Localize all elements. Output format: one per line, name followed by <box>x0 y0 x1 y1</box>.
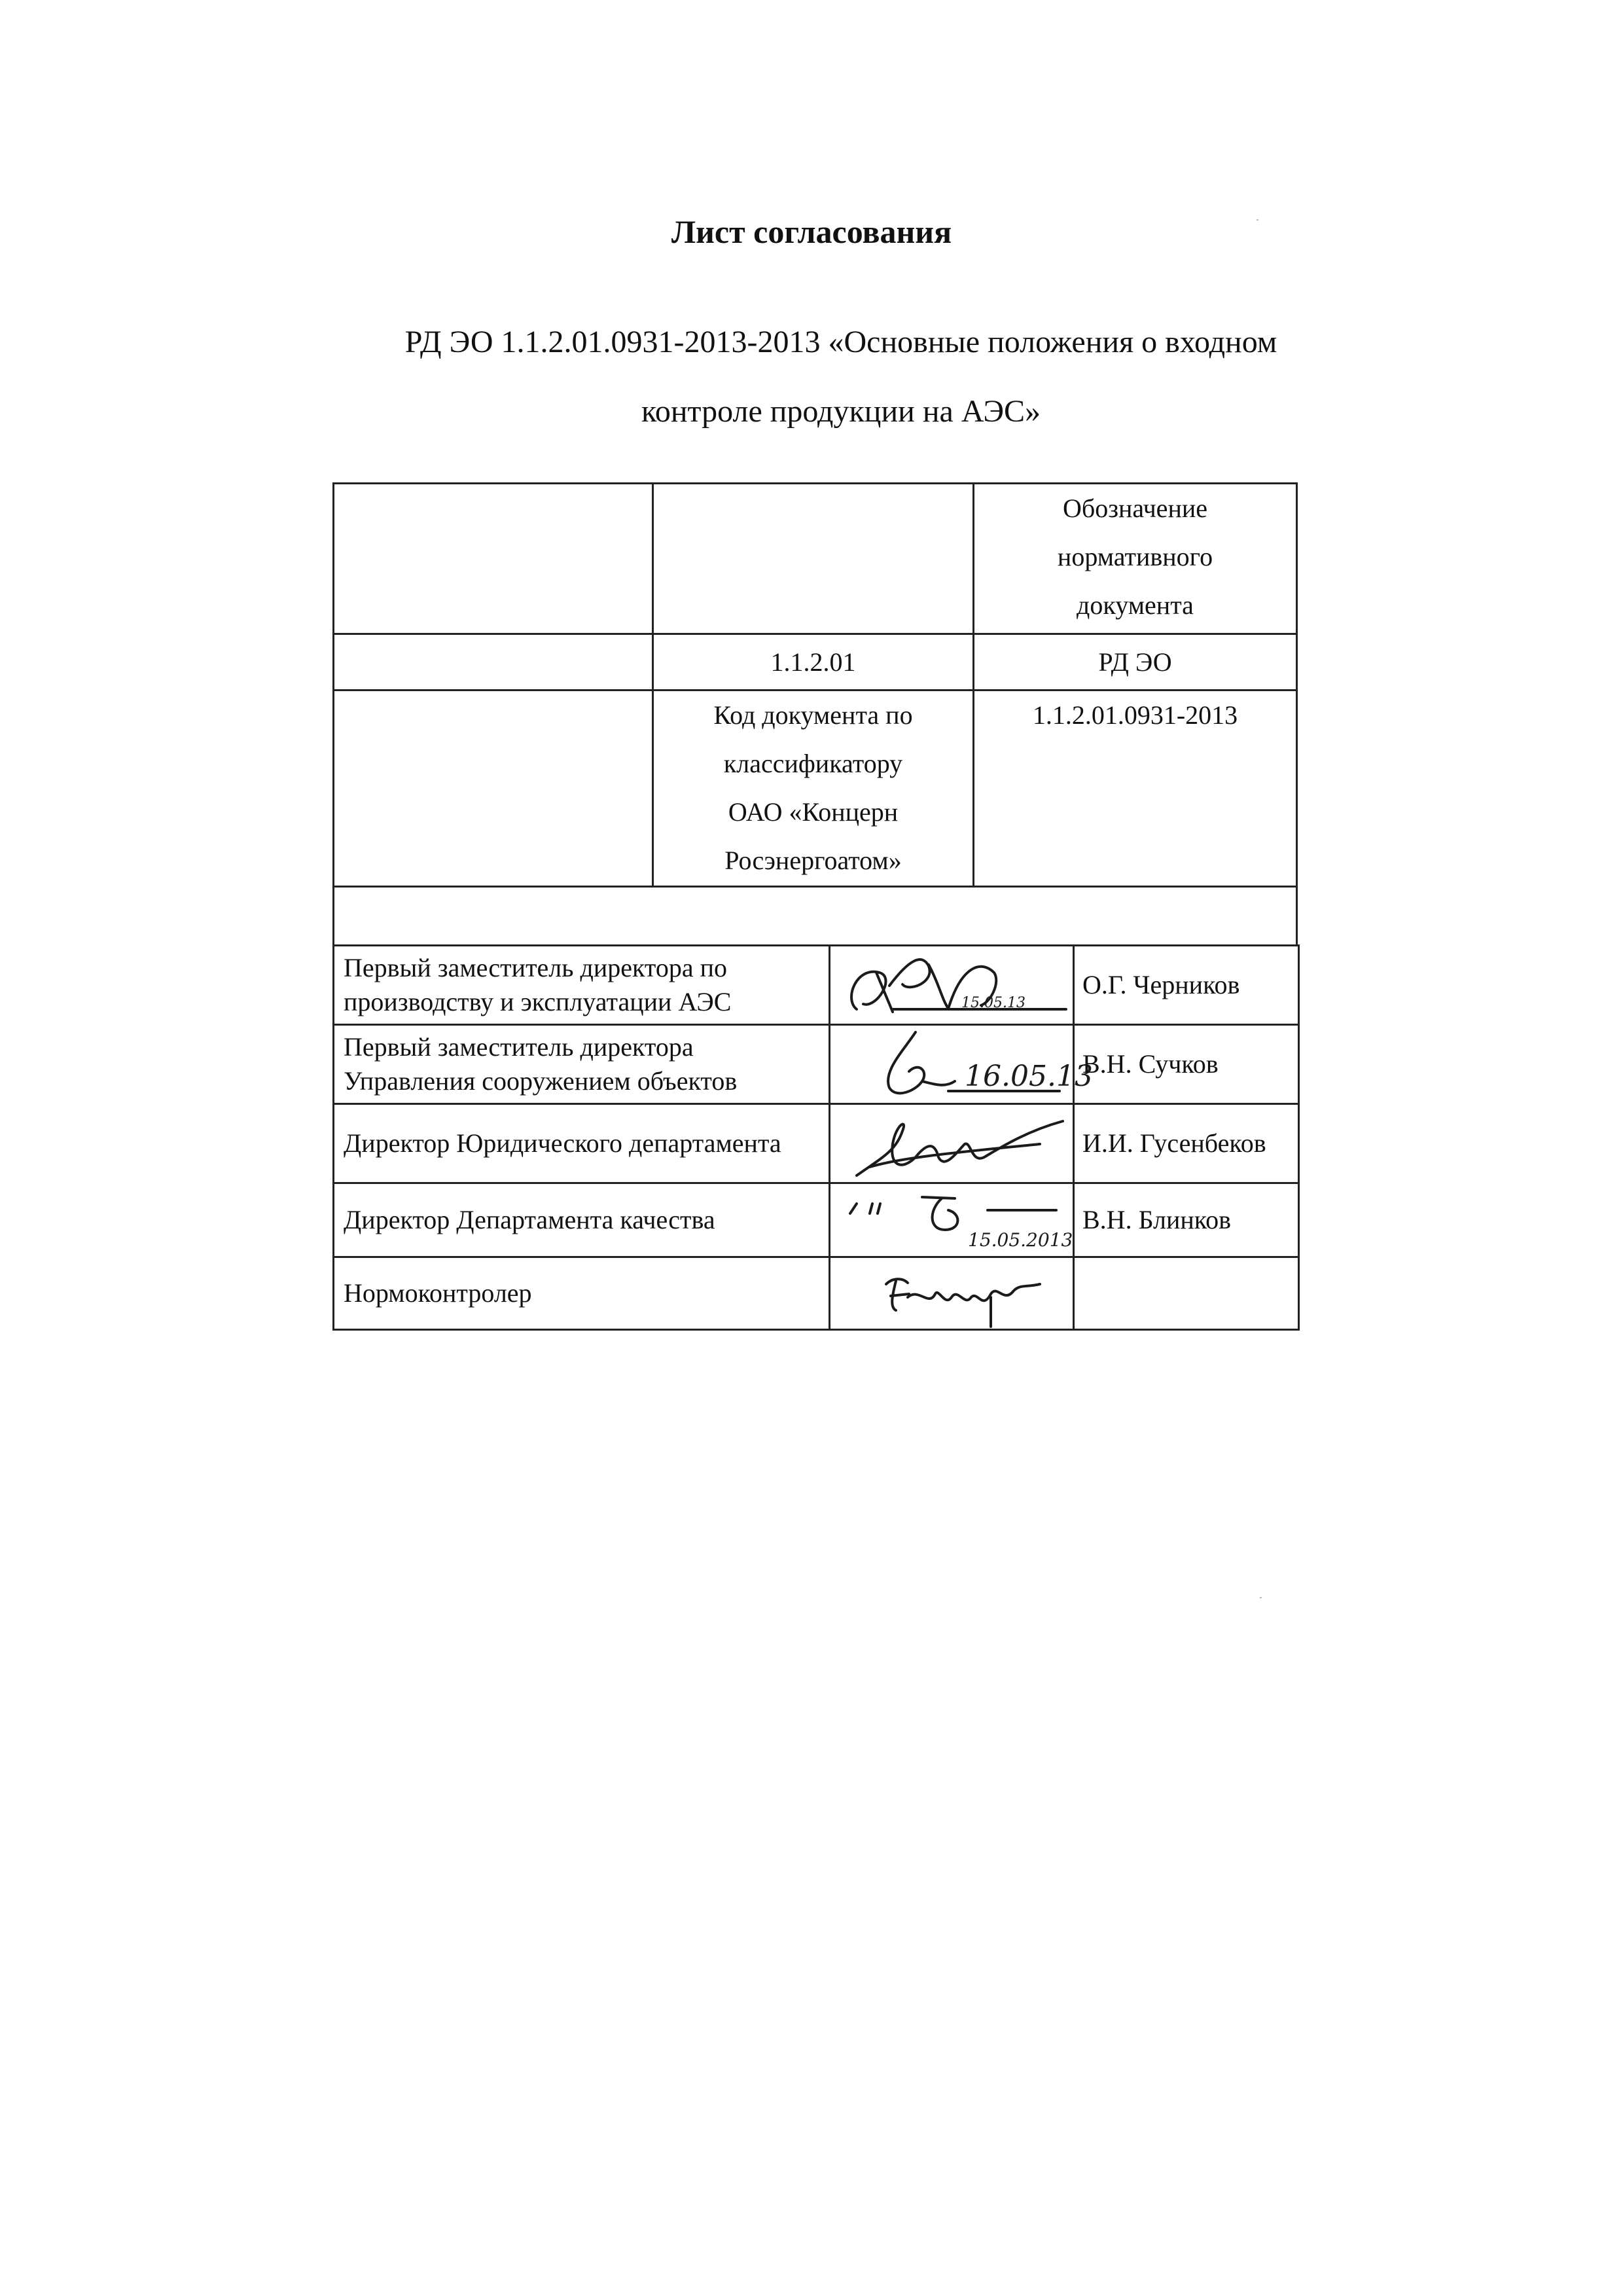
classifier-code-cell: 1.1.2.01 <box>653 634 974 691</box>
empty-cell <box>334 484 653 634</box>
handwritten-signature <box>830 1105 1073 1182</box>
empty-cell <box>334 691 653 887</box>
position-cell <box>334 1104 830 1183</box>
handwritten-signature <box>830 946 1073 1024</box>
approval-row <box>334 1025 1299 1104</box>
position-line: Управления сооружением объектов <box>344 1066 738 1096</box>
position-line: производству и эксплуатации АЭС <box>344 987 732 1016</box>
signature-cell <box>830 1025 1093 1104</box>
code-label-line: Росэнергоатом» <box>724 846 902 875</box>
classification-table <box>332 482 1298 946</box>
designation-line: Обозначение <box>1062 493 1208 523</box>
page-title: Лист согласования <box>671 213 952 250</box>
subtitle-line-2: контроле продукции на АЭС» <box>641 394 1041 429</box>
designation-header-cell <box>974 484 1297 634</box>
designation-line: нормативного <box>1057 542 1213 571</box>
doc-number-cell: 1.1.2.01.0931-2013 <box>974 691 1297 887</box>
empty-cell <box>653 484 974 634</box>
approval-row <box>334 1183 1299 1257</box>
code-row <box>334 634 1297 691</box>
code-label-line: классификатору <box>723 749 903 778</box>
code-label-line: ОАО «Концерн <box>728 797 899 827</box>
handwritten-signature <box>830 1026 1093 1103</box>
subtitle-line-1: РД ЭО 1.1.2.01.0931-2013-2013 «Основные положения о входном <box>404 325 1277 359</box>
signatory-name <box>1074 1257 1299 1330</box>
position-cell <box>334 1025 830 1104</box>
position-line: Директор Департамента качества <box>344 1205 715 1234</box>
signature-date: 16.05.13 <box>965 1060 1093 1093</box>
code-label-cell <box>653 691 974 887</box>
position-line: Первый заместитель директора <box>344 1032 694 1062</box>
approval-row <box>334 946 1299 1025</box>
signature-date: 15.05.13 <box>961 995 1026 1011</box>
handwritten-signature <box>830 1184 1073 1256</box>
signatory-name: В.Н. Блинков <box>1074 1183 1299 1257</box>
position-cell <box>334 1257 830 1330</box>
signatory-name: О.Г. Черников <box>1074 946 1299 1025</box>
approvals-table <box>332 944 1300 1331</box>
code-label-line: Код документа по <box>713 700 913 730</box>
signature-date: 15.05.2013 <box>968 1229 1073 1251</box>
signature-cell <box>830 1183 1074 1257</box>
position-line: Первый заместитель директора по <box>344 953 728 982</box>
position-cell <box>334 1183 830 1257</box>
signature-cell <box>830 1104 1074 1183</box>
designation-line: документа <box>1077 590 1194 620</box>
code-label-row <box>334 691 1297 887</box>
scan-speck <box>1260 1597 1262 1598</box>
designation-row <box>334 484 1297 634</box>
scan-speck <box>1257 219 1258 221</box>
position-line: Директор Юридического департамента <box>344 1128 781 1158</box>
doc-type-cell: РД ЭО <box>974 634 1297 691</box>
empty-cell <box>334 887 1297 946</box>
position-cell <box>334 946 830 1025</box>
approval-row <box>334 1104 1299 1183</box>
signatory-name: И.И. Гусенбеков <box>1074 1104 1299 1183</box>
signature-cell <box>830 946 1074 1025</box>
approval-row <box>334 1257 1299 1330</box>
empty-cell <box>334 634 653 691</box>
spacer-row <box>334 887 1297 946</box>
signatory-name: В.Н. Сучков <box>1074 1025 1299 1104</box>
document-subtitle <box>366 308 1315 446</box>
signature-cell <box>830 1257 1074 1330</box>
handwritten-signature <box>830 1258 1073 1329</box>
position-line: Нормоконтролер <box>344 1278 532 1308</box>
